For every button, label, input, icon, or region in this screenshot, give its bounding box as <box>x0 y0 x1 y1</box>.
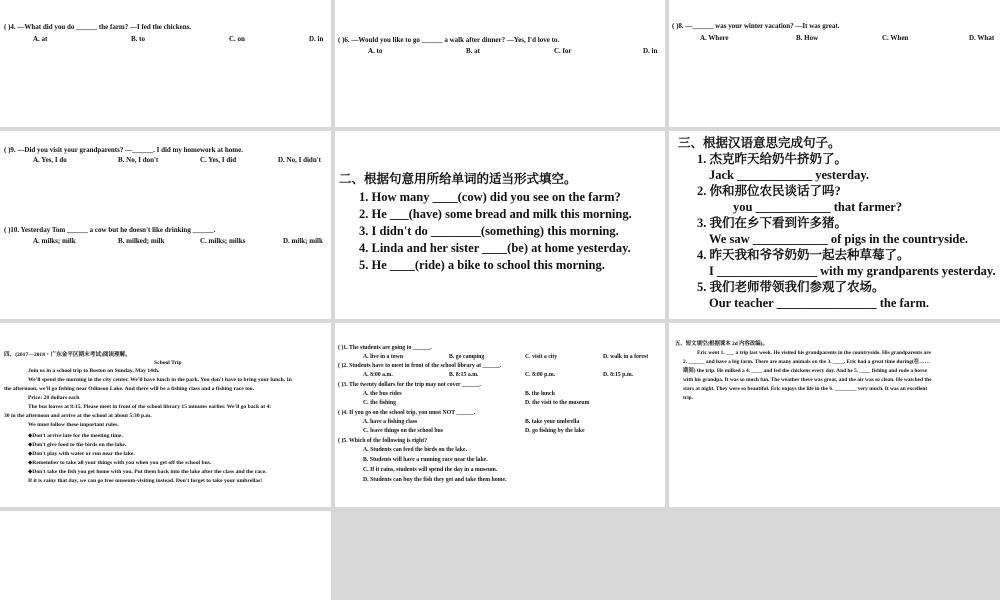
fill-item-2: 2. He ___(have) some bread and milk this morning. <box>359 207 632 221</box>
question-2: ( )2. Students have to meet in front of the school library at ______. <box>338 363 502 369</box>
passage-line: with his grandpa. It was so much fun. The weather there was great, and the air was so clean. He watched the <box>683 377 932 383</box>
option-c: C. When <box>882 34 909 42</box>
rule-line: ◆Don't arrive late for the meeting time. <box>28 433 123 439</box>
answer-5: Our teacher ________________ the farm. <box>709 296 929 310</box>
passage-line: Eric went 1. ___ a trip last week. He visited his grandparents in the countryside. His grandparents are <box>697 350 931 356</box>
answer-4: I ________________ with my grandparents yesterday. <box>709 264 996 278</box>
passage-line: 期间) the trip. He milked a 4. ____ and fed the chickens every day. And he 5. ____ fishing and rode a horse <box>683 368 927 374</box>
option-d: D. Students can buy the fish they get and take them home. <box>363 477 507 483</box>
rule-line: ◆Don't play with water or run near the lake. <box>28 451 135 457</box>
section-heading: 二、根据句意用所给单词的适当形式填空。 <box>339 172 577 186</box>
answer-2: you ____________ that farmer? <box>733 200 903 214</box>
question-4: ( )4. —What did you do ______ the farm? —I fed the chickens. <box>4 23 192 31</box>
question-9: ( )9. —Did you visit your grandparents? —______. I did my homework at home. <box>4 146 243 154</box>
option-a: A. at <box>33 35 48 43</box>
question-3: ( )3. The twenty dollars for the trip may not cover ______. <box>338 382 481 388</box>
option-b: B. 8:15 a.m. <box>449 372 479 378</box>
question-5: ( )5. Which of the following is right? <box>338 438 428 444</box>
slide-complete-sentences <box>669 131 1000 319</box>
option-c: C. leave things on the school bus <box>363 428 444 434</box>
option-c: C. 8:00 p.m. <box>525 372 556 378</box>
option-d: D. the visit to the museum <box>525 400 590 406</box>
answer-3: We saw ____________ of pigs in the countryside. <box>709 232 969 246</box>
passage-line: trip. <box>683 395 694 401</box>
passage-title: School Trip <box>154 360 182 366</box>
option-d: D. walk in a forest <box>603 354 649 360</box>
option-b: B. to <box>131 35 145 43</box>
passage-line: We'll spend the morning in the city center. We'll have lunch in the park. You don't have to bring your lunch. In <box>28 377 292 383</box>
question-10: ( )10. Yesterday Tom ______ a cow but he doesn't like drinking ______. <box>4 226 216 234</box>
prompt-2: 2. 你和那位农民谈话了吗? <box>697 184 841 198</box>
option-c: C. for <box>554 47 572 55</box>
rule-line: ◆Don't give food to the birds on the lake. <box>28 442 127 448</box>
prompt-4: 4. 昨天我和爷爷奶奶一起去种草莓了。 <box>697 248 910 262</box>
option-b: B. milked; milk <box>118 237 165 245</box>
passage-line: the afternoon, we'll go fishing near Odinson Lake. And there will be a fishing class and a fishing race too. <box>4 386 254 392</box>
option-a: A. milks; milk <box>33 237 76 245</box>
option-a: A. have a fishing class <box>363 419 418 425</box>
passage-line: Price: 20 dollars each <box>28 395 80 401</box>
option-a: A. the bus rides <box>363 391 402 397</box>
section-heading: 三、根据汉语意思完成句子。 <box>678 136 841 150</box>
fill-item-3: 3. I didn't do ________(something) this morning. <box>359 224 619 238</box>
question-4: ( )4. If you go on the school trip, you must NOT ______. <box>338 410 476 416</box>
slide-fill-in-word-forms <box>335 131 665 319</box>
rule-line: ◆Remember to take all your things with you when you get off the school bus. <box>28 460 212 466</box>
slide-question-4 <box>0 0 331 127</box>
option-b: B. go camping <box>449 354 485 360</box>
option-d: D. in <box>643 47 658 55</box>
fill-item-5: 5. He ____(ride) a bike to school this morning. <box>359 258 605 272</box>
option-d: D. 8:15 p.m. <box>603 372 634 378</box>
slide-reading-passage <box>0 323 331 507</box>
slide-reading-questions <box>335 323 665 507</box>
slide-question-6 <box>335 0 665 127</box>
option-b: B. the lunch <box>525 391 555 397</box>
option-b: B. No, I don't <box>118 156 159 164</box>
option-a: A. Yes, I do <box>33 156 67 164</box>
option-c: C. visit a city <box>525 354 558 360</box>
passage-line: We must follow these important rules. <box>28 422 119 428</box>
answer-1: Jack ____________ yesterday. <box>709 168 870 182</box>
option-b: B. take your umbrella <box>525 419 580 425</box>
option-a: A. Students can feed the birds on the lake. <box>363 447 468 453</box>
option-a: A. Where <box>700 34 729 42</box>
option-c: C. Yes, I did <box>200 156 237 164</box>
prompt-3: 3. 我们在乡下看到许多猪。 <box>697 216 848 230</box>
option-a: A. 8:00 a.m. <box>363 372 393 378</box>
fill-item-1: 1. How many ____(cow) did you see on the farm? <box>359 190 621 204</box>
section-heading: 五、短文填空(根据课本 2d 内容改编)。 <box>675 341 768 347</box>
option-d: D. No, I didn't <box>278 156 321 164</box>
option-a: A. to <box>368 47 383 55</box>
question-8: ( )8. —______ was your winter vacation? —It was great. <box>672 22 840 30</box>
option-c: C. the fishing <box>363 400 397 406</box>
option-c: C. on <box>229 35 245 43</box>
passage-line: 30 in the afternoon and arrive at the school at about 5:30 p.m. <box>4 413 152 419</box>
option-b: B. Students will have a running race near the lake. <box>363 457 488 463</box>
option-d: D. milk; milk <box>283 237 323 245</box>
section-heading: 四、(2017—2018・广东金平区期末考试)阅读理解。 <box>4 352 131 358</box>
option-d: D. in <box>309 35 324 43</box>
question-1: ( )1. The students are going to ______. <box>338 345 432 351</box>
prompt-1: 1. 杰克昨天给奶牛挤奶了。 <box>697 152 848 166</box>
passage-line: stars at night. They were so beautiful. Eric enjoys the life in the 6. ________ very much. It was an excellent <box>683 386 928 392</box>
passage-line: 2. ______ and have a big farm. There are many animals on the 3. ____. Eric had a great time during(在…… <box>683 359 930 365</box>
option-c: C. milks; milks <box>200 237 246 245</box>
prompt-5: 5. 我们老师带领我们参观了农场。 <box>697 280 885 294</box>
option-a: A. live in a town <box>363 354 404 360</box>
slide-passage-fill <box>669 323 1000 507</box>
option-d: D. What <box>969 34 995 42</box>
passage-line: If it is rainy that day, we can go free museum-visiting instead. Don't forget to take your umbrellas! <box>28 478 263 484</box>
fill-item-4: 4. Linda and her sister ____(be) at home yesterday. <box>359 241 631 255</box>
passage-line: The bus leaves at 8:15. Please meet in front of the school library 15 minutes earlier. We'll go back at 4: <box>28 404 272 410</box>
slide-blank <box>0 511 331 600</box>
slide-questions-9-10 <box>0 131 331 319</box>
rule-line: ◆Don't take the fish you get home with you. Put them back into the lake after the class and the race. <box>28 469 267 475</box>
option-b: B. at <box>466 47 480 55</box>
question-6: ( )6. —Would you like to go ______ a walk after dinner? —Yes, I'd love to. <box>338 36 560 44</box>
option-d: D. go fishing by the lake <box>525 428 585 434</box>
option-b: B. How <box>796 34 819 42</box>
slide-question-8 <box>669 0 1000 127</box>
passage-line: Join us in a school trip to Boston on Sunday, May 14th. <box>28 368 160 374</box>
option-c: C. If it rains, students will spend the day in a museum. <box>363 467 498 473</box>
